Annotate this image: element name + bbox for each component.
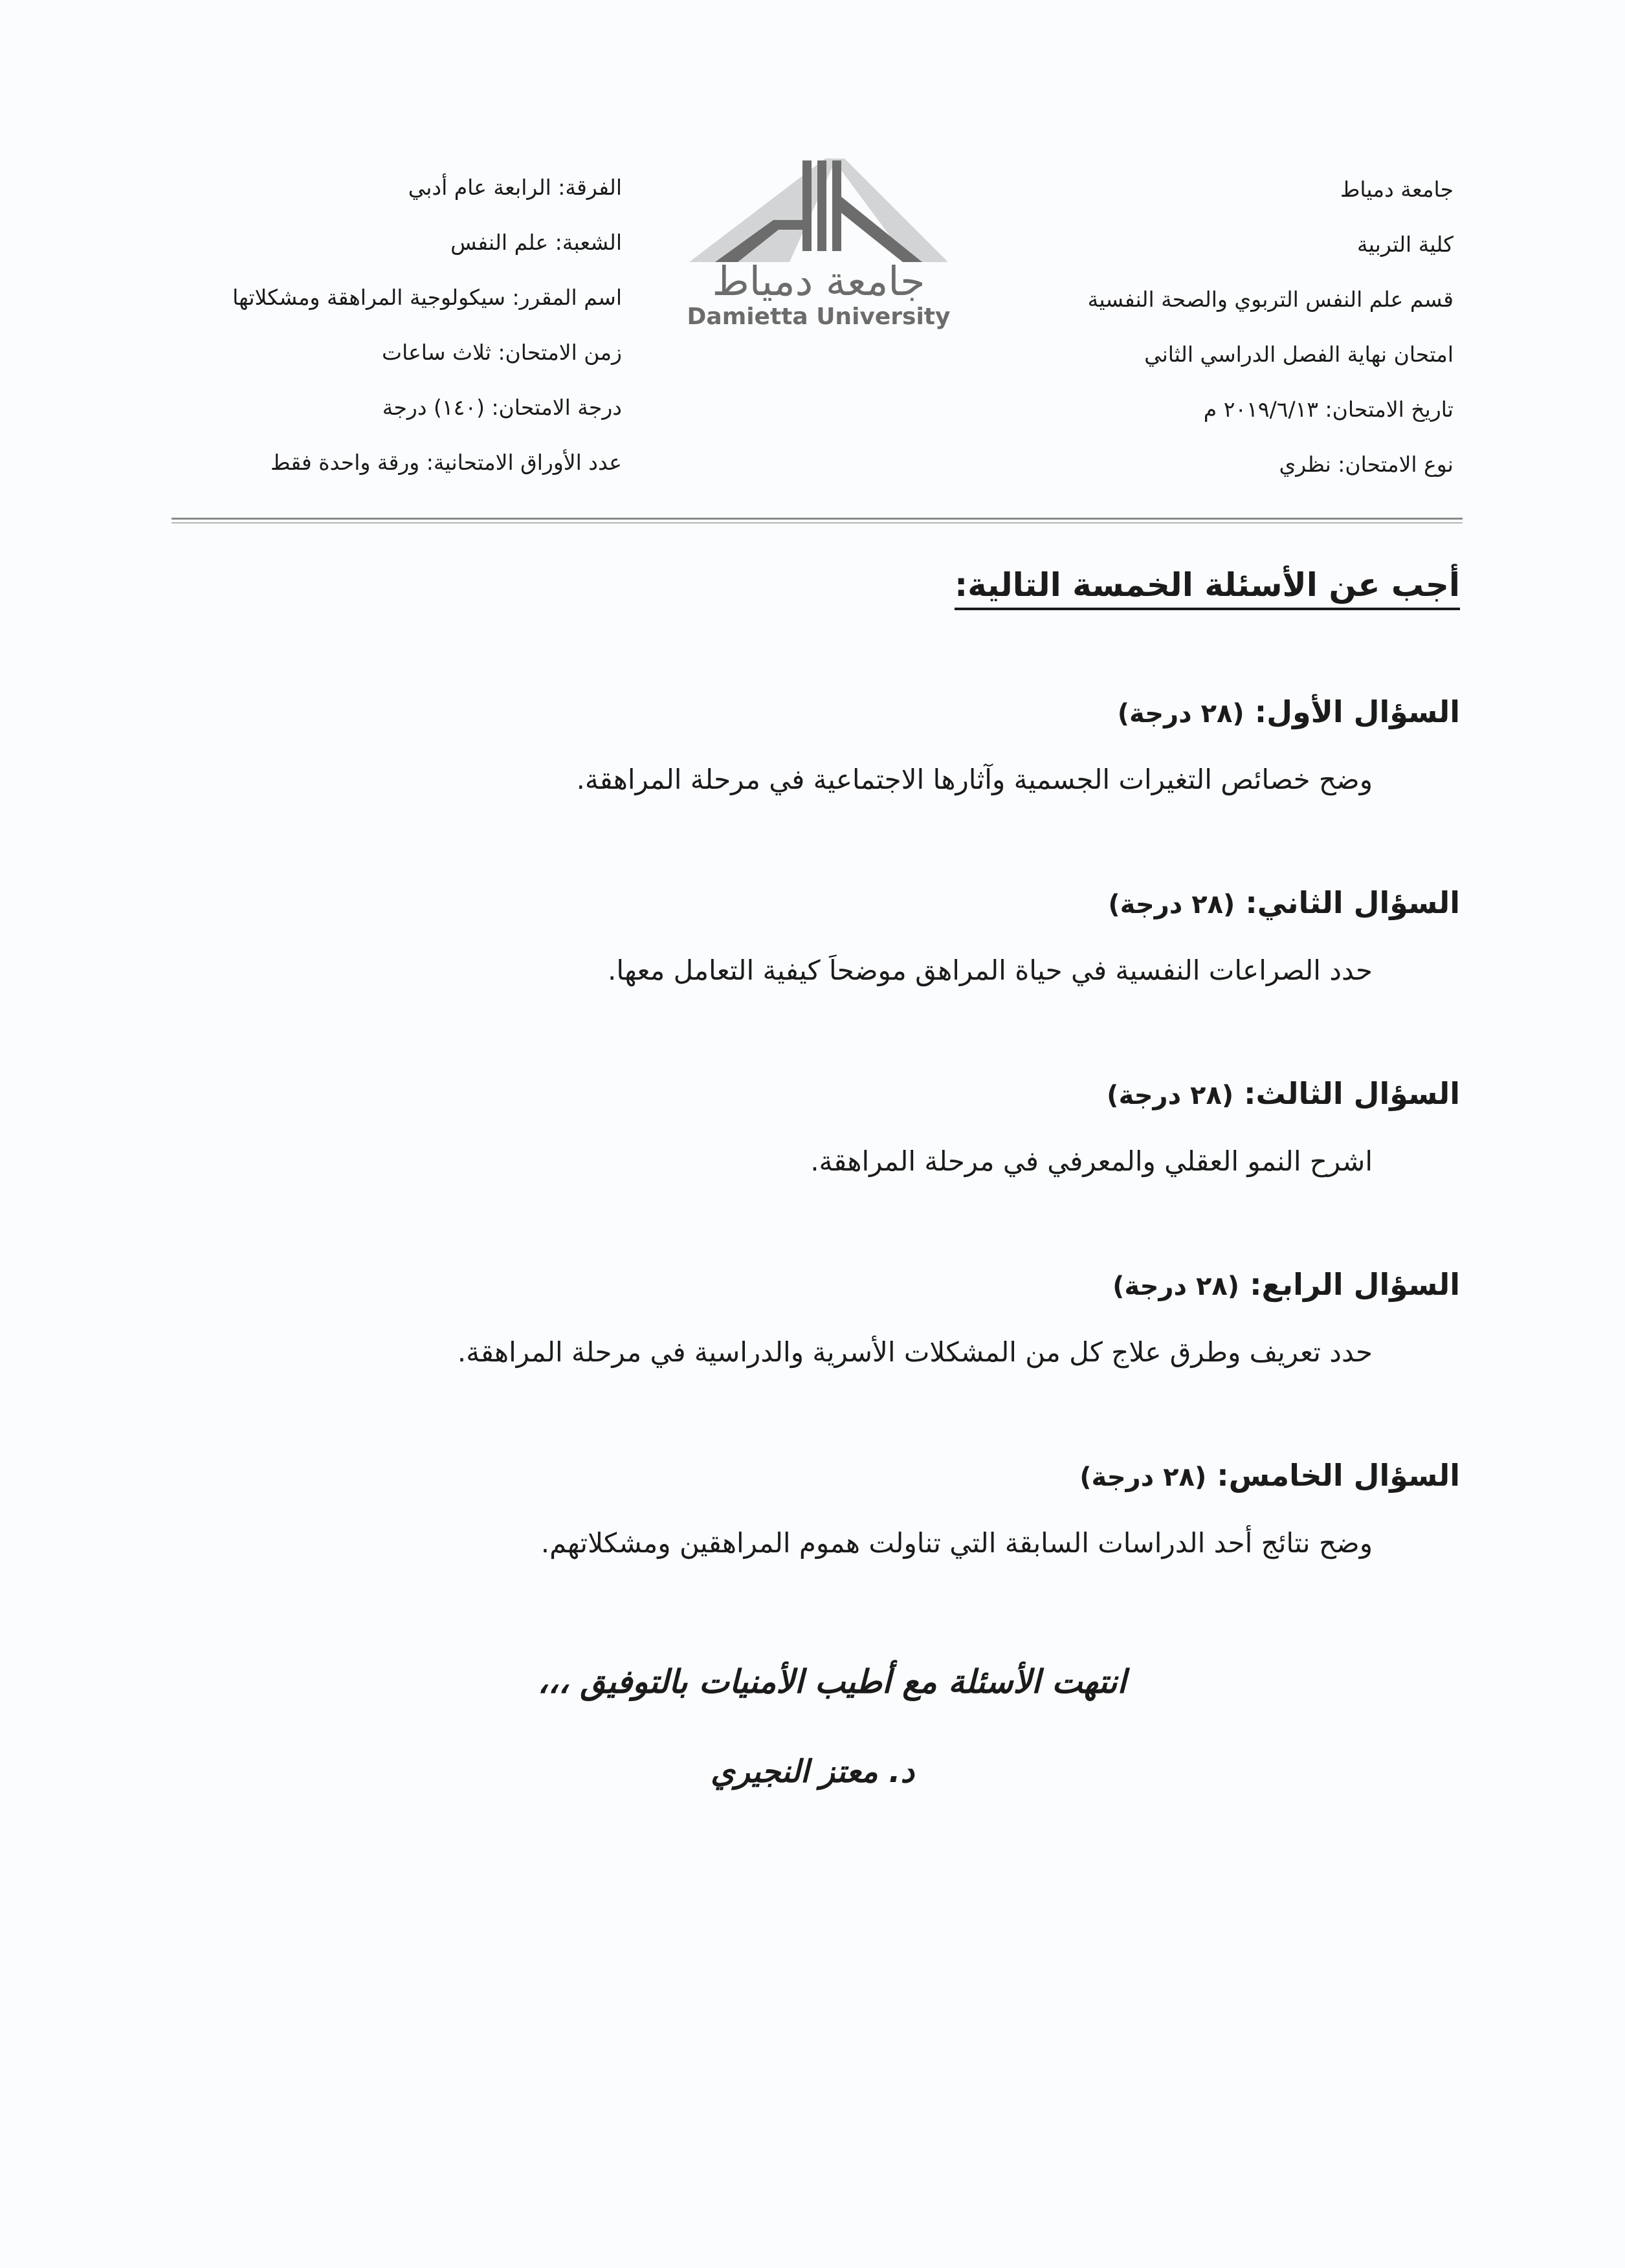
question-3 [166, 1071, 1460, 1180]
header-left-info [130, 160, 622, 490]
question-degree: (٢٨ درجة) [1107, 1081, 1234, 1110]
closing-text: انتهت الأسئلة مع أطيب الأمنيات بالتوفيق ،،، [537, 1663, 1127, 1701]
question-degree: (٢٨ درجة) [1117, 699, 1244, 729]
examiner-signature: د. معتز النجيري [711, 1754, 914, 1790]
exam-pages-count: عدد الأوراق الامتحانية: ورقة واحدة فقط [271, 450, 622, 475]
question-label: السؤال الخامس: [1217, 1458, 1460, 1493]
exam-type: نوع الامتحان: نظري [1279, 452, 1454, 477]
question-title [166, 1262, 1460, 1307]
question-5 [166, 1453, 1460, 1561]
exam-date: تاريخ الامتحان: ٢٠١٩/٦/١٣ م [1203, 397, 1454, 422]
department-name: قسم علم النفس التربوي والصحة النفسية [1087, 287, 1454, 312]
question-title [166, 880, 1460, 925]
university-logo [676, 155, 961, 330]
question-text: وضح نتائج أحد الدراسات السابقة التي تناولت هموم المراهقين ومشكلاتهم. [540, 1527, 1373, 1559]
question-degree: (٢٨ درجة) [1079, 1462, 1207, 1492]
question-label: السؤال الرابع: [1250, 1267, 1460, 1302]
question-label: السؤال الثاني: [1245, 885, 1460, 920]
question-text: وضح خصائص التغيرات الجسمية وآثارها الاجتماعية في مرحلة المراهقة. [576, 764, 1373, 795]
question-label: السؤال الأول: [1254, 694, 1460, 729]
question-text: اشرح النمو العقلي والمعرفي في مرحلة المراهقة. [810, 1145, 1373, 1177]
question-degree: (٢٨ درجة) [1108, 890, 1235, 919]
university-name: جامعة دمياط [1340, 177, 1454, 202]
exam-total-degree: درجة الامتحان: (١٤٠) درجة [382, 395, 622, 420]
closing-remark [0, 1663, 1625, 1701]
exam-term: امتحان نهاية الفصل الدراسي الثاني [1144, 342, 1454, 367]
logo-mark-icon [676, 155, 961, 265]
header-divider [171, 518, 1463, 523]
question-label: السؤال الثالث: [1244, 1076, 1460, 1111]
exam-duration: زمن الامتحان: ثلاث ساعات [382, 340, 622, 365]
question-1 [166, 689, 1460, 798]
question-text: حدد تعريف وطرق علاج كل من المشكلات الأسرية والدراسية في مرحلة المراهقة. [457, 1336, 1373, 1368]
logo-arabic-text: جامعة دمياط [712, 258, 925, 305]
question-title [166, 1071, 1460, 1116]
question-title [166, 1453, 1460, 1498]
question-text: حدد الصراعات النفسية في حياة المراهق موضحاَ كيفية التعامل معها. [608, 954, 1373, 986]
question-degree: (٢٨ درجة) [1112, 1272, 1240, 1301]
course-name: اسم المقرر: سيكولوجية المراهقة ومشكلاتها [232, 285, 622, 310]
question-2 [166, 880, 1460, 989]
exam-instruction: أجب عن الأسئلة الخمسة التالية: [955, 566, 1460, 610]
logo-english-text: Damietta University [687, 303, 951, 330]
student-level: الفرقة: الرابعة عام أدبي [408, 175, 622, 200]
faculty-name: كلية التربية [1357, 232, 1454, 257]
division: الشعبة: علم النفس [450, 230, 622, 255]
question-4 [166, 1262, 1460, 1371]
question-title [166, 689, 1460, 734]
